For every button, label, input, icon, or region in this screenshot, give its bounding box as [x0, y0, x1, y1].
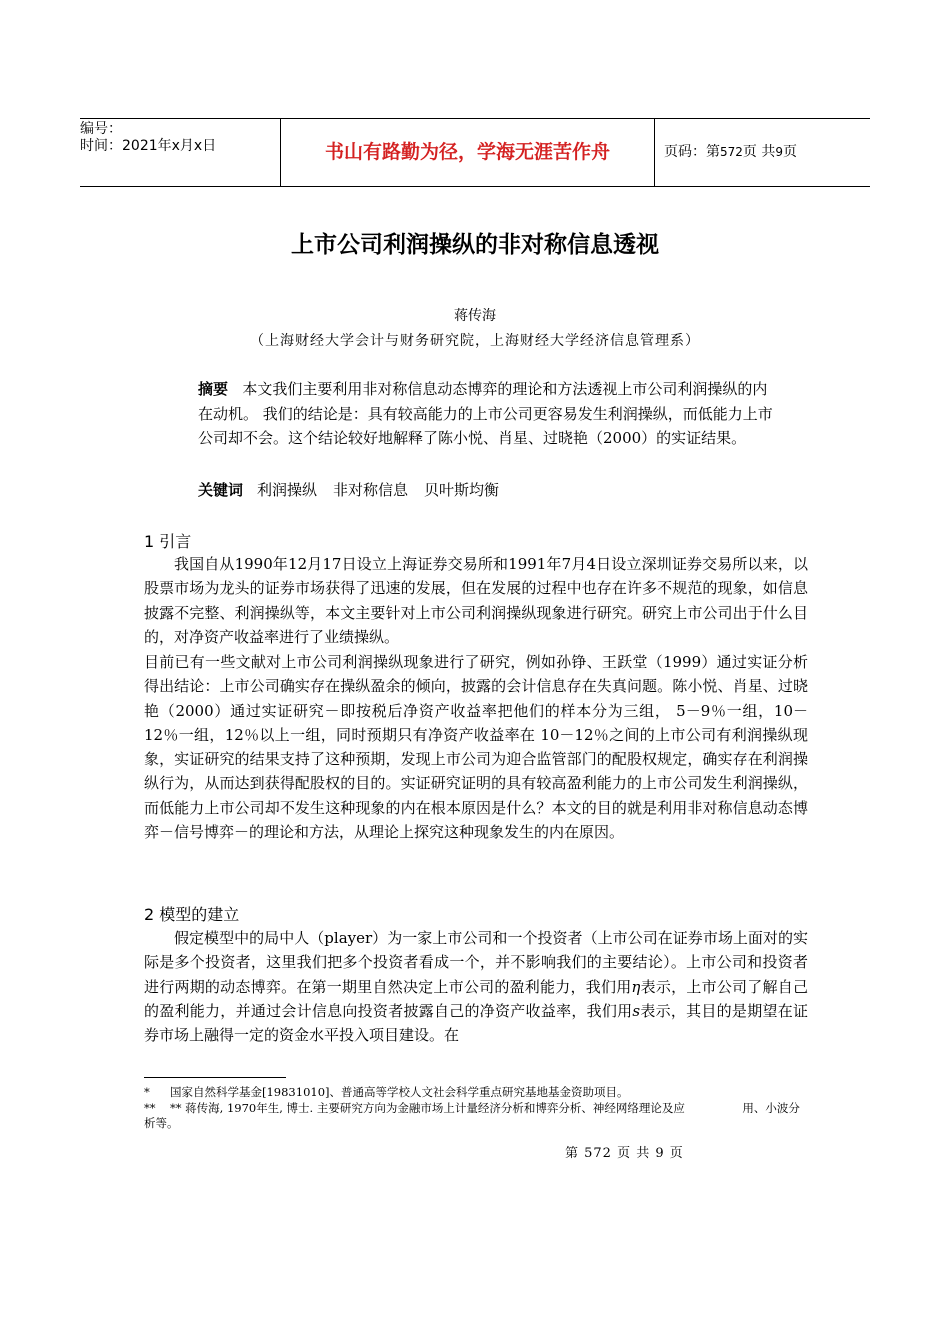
abstract [198, 377, 773, 451]
document-header [80, 118, 870, 187]
page-suffix: 页 [783, 144, 797, 160]
affiliation: （上海财经大学会计与财务研究院，上海财经大学经济信息管理系） [250, 333, 700, 349]
footnote-text: 国家自然科学基金[19831010]、普通高等学校人文社会科学重点研究基地基金资助项目。 [170, 1085, 629, 1099]
footnote [144, 1101, 808, 1131]
footnote-mark: * [144, 1085, 150, 1099]
paragraph: 我国自从1990年12月17日设立上海证券交易所和1991年7月4日设立深圳证券交易所以来，以股票市场为龙头的证券市场获得了迅速的发展，但在发展的过程中也存在许多不规范的现象，如信息披露不完整、利润操纵等，本文主要针对上市公司利润操纵现象进行研究。研究上市公司出于什么目的，对净资产收益率进行了业绩操纵。 [144, 555, 808, 646]
footnote-divider [144, 1077, 286, 1078]
footnote [144, 1085, 629, 1100]
paragraph: 目前已有一些文献对上市公司利润操纵现象进行了研究，例如孙铮、王跃堂（1999）通过实证分析得出结论：上市公司确实存在操纵盈余的倾向，披露的会计信息存在失真问题。陈小悦、肖星、过晓艳（2000）通过实证研究－即按税后净资产收益率把他们的样本分为三组， 5－9％一组，10－12％一组，12％以上一组，同时预期只有净资产收益率在 10－12％之间的上市公司有利润操纵现象，实证研究的结果支持了这种预期，发现上市公司为迎合监管部门的配股权规定，确实存在利润操纵行为，从而达到获得配股权的目的。实证研究证明的具有较高盈利能力的上市公司发生利润操纵，而低能力上市公司却不发生这种现象的内在根本原因是什么？本文的目的就是利用非对称信息动态博弈－信号博弈－的理论和方法，从理论上探究这种现象发生的内在原因。 [144, 653, 808, 842]
keywords [198, 479, 515, 500]
section-heading: 2 模型的建立 [144, 905, 240, 924]
id-label: 编号： [80, 121, 122, 137]
paragraph-text: 假定模型中的局中人（player）为一家上市公司和一个投资者（上市公司在证券市场上面对的实际是多个投资者，这里我们把多个投资者看成一个，并不影响我们的主要结论）。上市公司和投资者进行两期的动态博弈。在第一期里自然决定上市公司的盈利能力，我们用 [144, 929, 808, 996]
keywords-label: 关键词 [198, 481, 244, 499]
footnote-mark: ** [144, 1101, 156, 1115]
paragraph-text: 表示，其目的是期望在证券市场上融得一定的资金水平投入项目建设。在 [144, 1001, 808, 1045]
abstract-label: 摘要 [198, 380, 229, 398]
time-label: 时间：2021年x月x日 [80, 138, 217, 154]
header-motto: 书山有路勤为径，学海无涯苦作舟 [280, 119, 655, 186]
footnote-text: ** 蒋传海, 1970年生, 博士. 主要研究方向为金融市场上计量经济分析和博弈分析、神经网络理论及应 用、小波分析等。 [144, 1101, 800, 1130]
page-number: 572 [720, 145, 743, 159]
author: 蒋传海 [454, 308, 496, 324]
keyword: 利润操纵 [257, 481, 318, 499]
section-heading: 1 引言 [144, 532, 192, 551]
header-page-info [664, 119, 870, 186]
page-mid: 页 共 [742, 144, 776, 160]
footer-page-number: 第 572 页 共 9 页 [565, 1146, 684, 1161]
abstract-text: 本文我们主要利用非对称信息动态博弈的理论和方法透视上市公司利润操纵的内在动机。 我们的结论是：具有较高能力的上市公司更容易发生利润操纵，而低能力上市公司却不会。这个结论较好地解释了陈小悦、肖星、过晓艳（2000）的实证结果。 [198, 380, 773, 447]
keyword: 贝叶斯均衡 [424, 481, 500, 499]
paragraph-text: 表示，上市公司了解自己的盈利能力，并通过会计信息向投资者披露自己的净资产收益率，我们用 [144, 977, 808, 1020]
keyword: 非对称信息 [333, 481, 409, 499]
paper-title: 上市公司利润操纵的非对称信息透视 [291, 232, 659, 258]
eta-symbol: η [631, 977, 641, 996]
page-total: 9 [775, 145, 783, 159]
page-prefix: 页码：第 [664, 144, 720, 160]
header-meta [80, 119, 280, 188]
s-symbol: s [632, 1001, 641, 1020]
paragraph [144, 926, 808, 1047]
